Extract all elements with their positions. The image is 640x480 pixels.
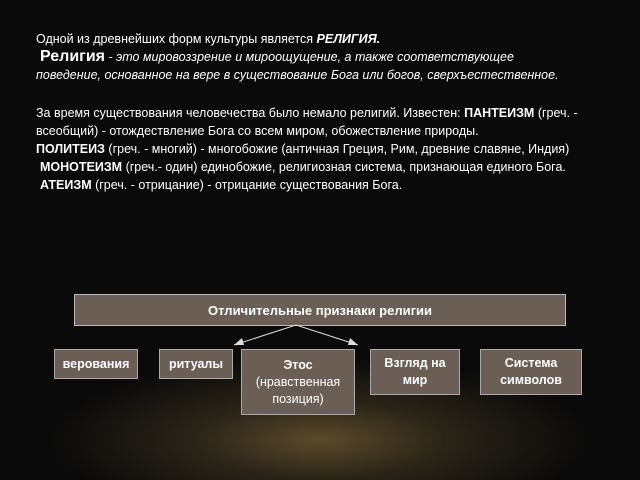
monotheism-def: (греч.- один) единобожие, религиозная система, признающая единого Бога. bbox=[122, 160, 566, 174]
monotheism-term: МОНОТЕИЗМ bbox=[40, 160, 123, 174]
trait-box-symbols bbox=[480, 349, 582, 395]
trait-box-ethos bbox=[241, 349, 355, 415]
religion-definition: - это мировоззрение и мироощущение, а также соответствующее bbox=[105, 50, 514, 64]
pantheism-def: (греч. - bbox=[534, 106, 578, 120]
pantheism-term: ПАНТЕИЗМ bbox=[464, 106, 535, 120]
religions-intro: За время существования человечества было немало религий. Известен: bbox=[36, 106, 465, 120]
trait-label: ритуалы bbox=[168, 356, 224, 371]
intro-text: Одной из древнейших форм культуры является bbox=[36, 32, 317, 46]
trait-box-rituals bbox=[159, 349, 233, 379]
pantheism-def-cont: всеобщий) - отождествление Бога со всем миром, обожествление природы. bbox=[36, 124, 479, 138]
trait-box-beliefs bbox=[54, 349, 138, 379]
trait-sublabel: (нравственная позиция) bbox=[255, 374, 341, 406]
connector-right bbox=[296, 325, 358, 345]
diagram-header-label: Отличительные признаки религии bbox=[208, 302, 432, 318]
religion-caps-term: РЕЛИГИЯ. bbox=[316, 32, 381, 46]
polytheism-term: ПОЛИТЕИЗ bbox=[36, 142, 105, 156]
atheism-def: (греч. - отрицание) - отрицание существования Бога. bbox=[91, 178, 403, 192]
trait-label: верования bbox=[62, 356, 130, 371]
polytheism-def: (греч. - многий) - многобожие (античная Греция, Рим, древние славяне, Индия) bbox=[104, 142, 570, 156]
religion-definition-cont: поведение, основанное на вере в существование Бога или богов, сверхъестественное. bbox=[36, 68, 559, 82]
trait-label: Взгляд на мир bbox=[384, 356, 446, 387]
trait-label: Этос bbox=[283, 357, 313, 372]
atheism-term: АТЕИЗМ bbox=[40, 178, 92, 192]
connector-left bbox=[234, 325, 296, 345]
religion-term: Религия bbox=[40, 48, 106, 65]
trait-box-worldview bbox=[370, 349, 460, 395]
trait-label: Система символов bbox=[500, 356, 562, 387]
arrow-right bbox=[348, 338, 358, 345]
arrow-left bbox=[234, 338, 244, 345]
